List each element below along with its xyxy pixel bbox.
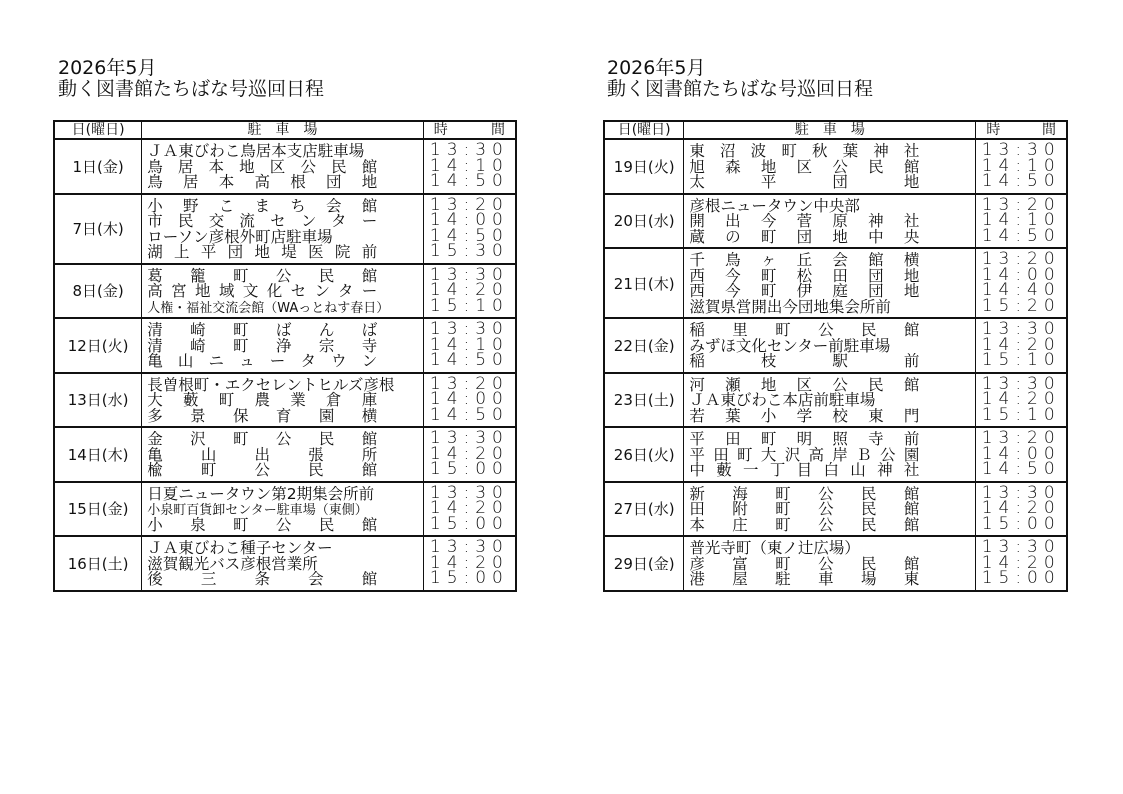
time-header-a: 時: [986, 122, 1001, 138]
month-heading: 2026年5月: [607, 57, 706, 79]
stop-place-line: [147, 244, 423, 260]
stop-time: 14:20: [429, 552, 509, 573]
stop-places: [142, 482, 424, 537]
time-header-a: 時: [433, 122, 448, 138]
stop-times: [976, 427, 1067, 482]
stop-places: [142, 194, 424, 264]
stop-place-line: [147, 517, 423, 533]
stop-place: 清崎町浄宗寺: [147, 336, 405, 355]
stop-place: 本庄町公民館: [689, 515, 947, 534]
stop-place-line: [147, 322, 423, 338]
stop-place-line: [689, 447, 975, 463]
table-row: [604, 248, 1067, 318]
visit-date: 14日(木): [54, 427, 142, 482]
stop-place: 多景保育園横: [147, 406, 405, 425]
stop-place-line: [689, 299, 975, 315]
stop-place: 金沢町公民館: [147, 430, 405, 448]
stop-time: 14:40: [981, 280, 1061, 300]
table-row: [54, 536, 516, 591]
table-row: [54, 427, 516, 482]
stop-time: 14:50: [981, 225, 1061, 246]
stop-place-line: [147, 462, 423, 478]
stop-time: 14:50: [429, 404, 509, 425]
stop-place: 開出今菅原神社: [689, 212, 940, 230]
stop-place-line: [147, 299, 423, 315]
stop-time: 13:30: [981, 537, 1061, 557]
time-header-b: 間: [1042, 122, 1056, 138]
stop-place: 人権・福祉交流会館（WAっとねす春日）: [147, 300, 390, 316]
schedule-table-left: [53, 120, 517, 592]
stop-time: 15:10: [981, 350, 1061, 370]
stop-place-line: [147, 556, 423, 572]
stop-times: [423, 427, 516, 482]
visit-date: 22日(金): [604, 318, 684, 373]
stop-time: 13:30: [429, 537, 509, 557]
stop-times: [976, 536, 1067, 591]
stop-place-line: [147, 408, 423, 424]
visit-date: 27日(水): [604, 482, 684, 537]
stop-time: 13:30: [429, 428, 509, 448]
stop-times: [423, 194, 516, 264]
stop-times: [423, 536, 516, 591]
stop-place: 滋賀県営開出今団地集会所前: [689, 297, 891, 316]
stop-place: みずほ文化センター前駐車場: [689, 336, 891, 355]
stop-times: [423, 264, 516, 319]
stop-times: [976, 318, 1067, 373]
stop-place-line: [147, 571, 423, 587]
stop-time: 14:20: [981, 498, 1061, 518]
stop-times: [423, 139, 516, 194]
visit-date: 7日(木): [54, 194, 142, 264]
stop-times: [423, 482, 516, 537]
stop-place-line: [689, 486, 975, 502]
visit-date: 16日(土): [54, 536, 142, 591]
stop-place: 稲枝駅前: [689, 352, 976, 370]
visit-date: 20日(水): [604, 194, 684, 249]
stop-time: 14:50: [981, 171, 1061, 191]
visit-date: 23日(土): [604, 373, 684, 428]
stop-place: 田附町公民館: [689, 500, 947, 518]
stop-place: ＪＡ東びわこ種子センター: [147, 539, 333, 557]
stop-place-line: [689, 174, 975, 190]
stop-places: [684, 318, 976, 373]
visit-date: 19日(火): [604, 139, 684, 194]
stop-place-line: [689, 159, 975, 175]
stop-time: 13:30: [981, 482, 1061, 503]
stop-time: 14:00: [429, 389, 509, 409]
stop-place: 若葉小学校東門: [689, 406, 940, 425]
stop-time: 14:50: [429, 350, 509, 370]
stop-time: 14:10: [981, 210, 1061, 230]
stop-place: 彦根ニュータウン中央部: [689, 196, 860, 215]
stop-time: 15:00: [981, 513, 1061, 534]
table-row: [54, 139, 516, 194]
stop-time: 13:20: [429, 194, 509, 215]
stop-times: [976, 139, 1067, 194]
stop-time: 13:30: [981, 140, 1061, 160]
table-row: [604, 482, 1067, 537]
stop-time: 15:10: [429, 295, 509, 316]
table-row: [604, 318, 1067, 373]
stop-times: [423, 318, 516, 373]
stop-place-line: [147, 486, 423, 502]
stop-place: 河瀬地区公民館: [689, 375, 940, 394]
header-row: [54, 121, 516, 139]
stop-place: 港屋駐車場東: [689, 570, 947, 588]
stop-place: 滋賀観光バス彦根営業所: [147, 554, 318, 573]
visit-date: 1日(金): [54, 139, 142, 194]
table-row: [54, 264, 516, 319]
stop-time: 13:20: [981, 428, 1061, 448]
stop-place-line: [689, 268, 975, 284]
stop-time: 13:30: [429, 140, 509, 160]
stop-place-line: [689, 431, 975, 447]
column-header-time: [976, 121, 1067, 139]
stop-time: 15:30: [429, 241, 509, 261]
stop-time: 14:00: [429, 210, 509, 230]
stop-place-line: [147, 174, 423, 190]
stop-place: 普光寺町（東ノ辻広場）: [689, 539, 860, 557]
stop-place: 小泉町百貨卸センター駐車場（東側）: [147, 503, 368, 518]
table-row: [604, 373, 1067, 428]
stop-places: [684, 194, 976, 249]
stop-place-line: [689, 229, 975, 245]
table-row: [604, 427, 1067, 482]
stop-time: 15:20: [981, 295, 1061, 316]
schedule-title: 動く図書館たちばな号巡回日程: [607, 78, 874, 100]
stop-place-line: [689, 556, 975, 572]
stop-times: [976, 248, 1067, 318]
stop-place: ＪＡ東びわこ鳥居本支店駐車場: [147, 142, 365, 160]
stop-times: [976, 194, 1067, 249]
stop-place: 高宮地域文化センター: [147, 282, 386, 300]
stop-place: ＪＡ東びわこ本店前駐車場: [689, 391, 876, 409]
stop-place-line: [689, 198, 975, 214]
stop-place: 千鳥ヶ丘会館横: [689, 251, 940, 269]
table-row: [604, 194, 1067, 249]
stop-time: 13:20: [981, 194, 1061, 215]
stop-place: 東沼波町秋葉神社: [689, 142, 935, 160]
column-header-date: 日(曜日): [54, 121, 142, 139]
stop-place-line: [147, 213, 423, 229]
stop-times: [976, 373, 1067, 428]
table-row: [54, 373, 516, 428]
stop-place-line: [689, 462, 975, 478]
stop-place: 西今町松田団地: [689, 266, 940, 285]
stop-place-line: [689, 501, 975, 517]
schedule-table-right: [603, 120, 1068, 592]
stop-place: 楡町公民館: [147, 461, 416, 479]
stop-place-line: [689, 143, 975, 159]
stop-time: 14:20: [429, 280, 509, 300]
stop-place: 太平団地: [689, 173, 976, 191]
stop-time: 15:10: [981, 404, 1061, 425]
stop-place-line: [689, 517, 975, 533]
visit-date: 29日(金): [604, 536, 684, 591]
stop-place-line: [147, 159, 423, 175]
stop-place-line: [147, 338, 423, 354]
stop-place: 亀山出張所: [147, 445, 416, 464]
stop-time: 14:50: [981, 459, 1061, 479]
table-row: [604, 536, 1067, 591]
time-header-text: [424, 122, 515, 138]
column-header-place: 駐 車 場: [142, 121, 424, 139]
stop-place-line: [689, 408, 975, 424]
stop-time: 14:20: [429, 498, 509, 518]
title-block-right: [607, 58, 873, 100]
stop-place-line: [689, 353, 975, 369]
stop-place-line: [689, 252, 975, 268]
stop-place: 清崎町ばんば: [147, 321, 405, 339]
stop-time: 13:20: [429, 373, 509, 394]
visit-date: 13日(水): [54, 373, 142, 428]
stop-time: 15:00: [429, 459, 509, 479]
stop-place-line: [689, 213, 975, 229]
stop-time: 13:30: [429, 319, 509, 339]
stop-place-line: [147, 501, 423, 517]
stop-time: 14:00: [981, 264, 1061, 285]
stop-place: 市民交流センター: [147, 212, 393, 230]
stop-place: 稲里町公民館: [689, 321, 947, 339]
stop-place: 新海町公民館: [689, 484, 947, 503]
stop-time: 13:30: [981, 373, 1061, 394]
stop-place: 平田町明照寺前: [689, 430, 940, 448]
table-row: [54, 318, 516, 373]
stop-time: 14:10: [981, 155, 1061, 176]
stop-place: 後三条会館: [147, 570, 416, 588]
table-row: [604, 139, 1067, 194]
stop-places: [142, 318, 424, 373]
title-block-left: [58, 58, 324, 100]
stop-place: 葛籠町公民館: [147, 266, 405, 285]
column-header-place: 駐 車 場: [684, 121, 976, 139]
stop-place-line: [147, 268, 423, 284]
stop-place-line: [689, 283, 975, 299]
stop-place-line: [147, 392, 423, 408]
stop-place-line: [147, 540, 423, 556]
stop-place: 西今町伊庭団地: [689, 282, 940, 300]
stop-time: 14:00: [981, 443, 1061, 464]
stop-time: 14:20: [981, 389, 1061, 409]
stop-times: [423, 373, 516, 428]
stop-place: 大藪町農業倉庫: [147, 391, 398, 409]
stop-place: 日夏ニュータウン第2期集会所前: [147, 484, 375, 503]
stop-place: 小泉町公民館: [147, 515, 405, 534]
stop-places: [684, 139, 976, 194]
stop-time: 15:00: [429, 513, 509, 534]
stop-places: [142, 427, 424, 482]
stop-times: [976, 482, 1067, 537]
stop-place-line: [147, 431, 423, 447]
stop-place: 旭森地区公民館: [689, 157, 940, 176]
schedule-title: 動く図書館たちばな号巡回日程: [58, 78, 325, 100]
stop-place: 小野こまち会館: [147, 196, 398, 215]
stop-place-line: [147, 377, 423, 393]
table-row: [54, 482, 516, 537]
table-row: [54, 194, 516, 264]
stop-place: 湖上平団地堤医院前: [147, 243, 389, 261]
stop-place-line: [689, 377, 975, 393]
stop-place-line: [147, 447, 423, 463]
stop-places: [684, 536, 976, 591]
stop-place-line: [689, 392, 975, 408]
stop-place: 蔵の町団地中央: [689, 227, 940, 246]
stop-place-line: [689, 571, 975, 587]
stop-place-line: [689, 540, 975, 556]
time-header-b: 間: [491, 122, 505, 138]
stop-place-line: [147, 143, 423, 159]
month-heading: 2026年5月: [58, 57, 157, 79]
header-row: [604, 121, 1067, 139]
stop-places: [142, 536, 424, 591]
stop-time: 14:20: [981, 334, 1061, 355]
visit-date: 15日(金): [54, 482, 142, 537]
stop-places: [684, 248, 976, 318]
stop-place: 平田町大沢高岸Ｂ公園: [689, 445, 928, 464]
stop-place-line: [147, 353, 423, 369]
stop-place: 鳥居本高根団地: [147, 173, 398, 191]
stop-time: 14:50: [429, 225, 509, 246]
stop-time: 14:10: [429, 155, 509, 176]
visit-date: 26日(火): [604, 427, 684, 482]
stop-time: 13:30: [429, 264, 509, 285]
stop-time: 15:00: [429, 568, 509, 588]
stop-place-line: [689, 338, 975, 354]
stop-places: [684, 373, 976, 428]
stop-time: 13:30: [429, 482, 509, 503]
stop-places: [142, 139, 424, 194]
stop-time: 14:20: [429, 443, 509, 464]
visit-date: 8日(金): [54, 264, 142, 319]
stop-place: ローソン彦根外町店駐車場: [147, 227, 333, 246]
stop-place: 亀山ニュータウン: [147, 352, 393, 370]
column-header-date: 日(曜日): [604, 121, 684, 139]
visit-date: 12日(火): [54, 318, 142, 373]
stop-time: 13:30: [981, 319, 1061, 339]
stop-place-line: [147, 198, 423, 214]
stop-place: 鳥居本地区公民館: [147, 157, 393, 176]
stop-places: [142, 264, 424, 319]
stop-places: [142, 373, 424, 428]
visit-date: 21日(木): [604, 248, 684, 318]
stop-time: 13:20: [981, 249, 1061, 269]
stop-place: 中藪一丁目白山神社: [689, 461, 931, 479]
stop-place-line: [689, 322, 975, 338]
stop-place-line: [147, 283, 423, 299]
stop-place: 彦富町公民館: [689, 554, 947, 573]
stop-place: 長曽根町・エクセレントヒルズ彦根: [147, 375, 395, 394]
stop-places: [684, 482, 976, 537]
stop-place-line: [147, 229, 423, 245]
column-header-time: [423, 121, 516, 139]
stop-time: 14:20: [981, 552, 1061, 573]
stop-time: 14:50: [429, 171, 509, 191]
stop-time: 14:10: [429, 334, 509, 355]
stop-time: 15:00: [981, 568, 1061, 588]
stop-places: [684, 427, 976, 482]
time-header-text: [976, 122, 1066, 138]
